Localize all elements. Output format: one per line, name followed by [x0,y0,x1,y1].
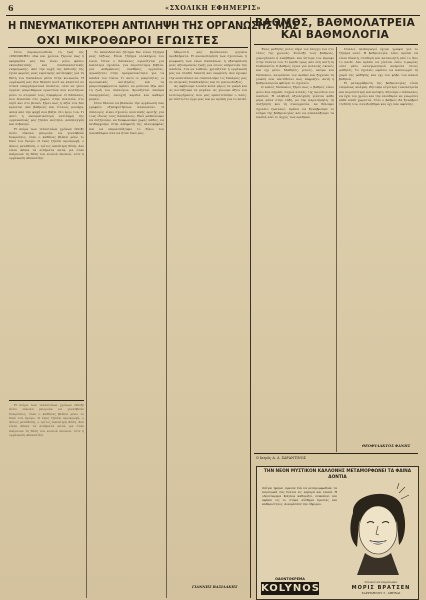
right-col2-para: Πολλοί παιδαγωγοί έχουν γράψει για το ζήτημα αυτό. Η βαθμολογία, λένε, πρέπει να είναι δίκαιη, σταθερή και κατανοητή από το ίδιο το παιδί. Δεν πρέπει να γίνεται όπλο τιμωρίας ούτε μέσο ανταγωνισμού ανάμεσα στους μαθητές. Το σχολείο οφείλει να καλλιεργεί τη χαρά της μάθησης και όχι τον φόβο του κακού βαθμού. [339,47,418,81]
left-article-column-1 [9,50,84,400]
right-col2-para-2: Η μεταρρύθμιση της βαθμολογίας είναι επομένως ανάγκη. Ζητούμε λιγότερη τυπολατρεία και περισσότερη κατανόηση. Ζητούμε ο δάσκαλος να έχει τον χρόνο και την ελευθερία να γνωρίσει κάθε παιδί χωριστά. Τότε ο βαθμός θα ξαναβρεί τη θέση του, σαν βοήθημα και όχι σαν αφέντης. [339,81,418,107]
left-column-1-lower-block [9,403,84,598]
left-col1-para: Όσοι παρακολουθούν τη ζωή της «ΣΧΟΛΙΚΗΣ» εδώ και χρόνια, ξέρουν πως η εφημερίδα μας δεν είναι μόνο φύλλο εκπαιδευτικής και συνδικαλιστικής ενημέρωσης. Από την αρχή της έκδοσής της έγινε φορέας μιας ευρύτερης αντίληψης για τη θέση του δασκάλου μέσα στην κοινωνία. Η οργάνωσή μας δεν θέλησε ποτέ να κλειστεί σε στενά επαγγελματικά πλαίσια, ούτε να γίνει όργανο μικροθώρων εγωιστών που κοιτάζουν μόνο το ατομικό τους συμφέρον. Ο δάσκαλος που δουλεύει στο χωριό, στην πολιτεία, στο νησί και στο βουνό, ξέρει πως η αξία του δεν κρίνεται από βαθμούς και τίτλους μονάχα, αλλά από την ψυχή που βάζει στο έργο του. Γι αυτό η πνευματικότερη αντίληψη της οργανώσεώς μας ζητάει ενότητα, αλληλεγγύη και σεβασμό. [9,50,84,127]
left-article-column-3 [169,50,247,582]
left-col2-para: Το εκπαιδευτικό ζήτημα δεν είναι ζήτημα μιας τάξεως. Είναι ζήτημα ολόκληρου του λαού. Όταν ο δάσκαλος αγωνίζεται για καλύτερα σχολεία, για περισσότερα βιβλία, για ανθρώπινες συνθήκες εργασίας, αγωνίζεται στην πραγματικότητα για τα παιδιά του τόπου. Γι αυτό οι μικρότητες, οι προσωπικές αντιζηλίες και τα μικροσυμφέροντα πρέπει να μείνουν έξω από τη ζωή του συλλόγου. Χρειάζεται πνεύμα συνεργασίας, ανοιχτή καρδιά και καθαρό μυαλό. [89,50,164,101]
masthead: «ΣΧΟΛΙΚΗ ΕΦΗΜΕΡΙΣ» [165,4,261,12]
left-col3-para: Μπροστά μας βρίσκονται μεγάλα προβλήματα. Η ανοικοδόμηση των σχολείων, η μόρφωση των νέων δασκάλων, η εξασφάλιση μιας αξιοπρεπούς ζωής για όσους υπηρετούν την παιδεία. Για να λυθούν, χρειάζεται η οργάνωσή μας να σταθεί δυνατή και ενωμένη. Δεν έχουμε την πολυτέλεια να σπαταλούμε τις δυνάμεις μας σε ατομικές διεκδικήσεις και σε ματαιοδοξίες. [169,50,247,84]
right-article-column-1 [256,47,334,452]
ad-representative-label: Γενικοί αντιπρόσωποι [364,580,398,584]
left-article-signature: ΓΙΑΝΝΗΣ ΒΑΣΙΛΑΚΗΣ [192,585,238,589]
kolynos-advertisement [256,466,419,600]
right-bottom-rule [254,453,418,454]
right-title-line-1: ΒΑΘΜΟΣ, ΒΑΘΜΟΛΑΤΡΕΙΑ [255,17,415,29]
right-title-rule [254,44,418,45]
ad-headline: ΤΗΝ ΝΕΟΝ ΜΥΣΤΙΚΟΝ ΚΑΛΛΟΝΗΣ ΜΕΤΑΜΟΡΦΩΝΕΙ ΤΑ ΦΑΙΝΑ ΔΟΝΤΙΑ [263,469,412,480]
header-rule [6,15,420,16]
column-divider-2 [166,50,167,598]
right-article-signature: ΘΕΟΦΥΛΑΚΤΟΣ ΦΑΝΗΣ [362,444,411,448]
article-divider [250,17,251,598]
doctor-notice: Ο Ιατρός Α. Δ. ΣΑΡΑΝΤΙΝΟΣ [256,456,306,460]
left-article-subtitle: ΟΧΙ ΜΙΚΡΟΘΩΡΟΙ ΕΓΩΙΣΤΕΣ [36,34,220,47]
woman-smiling-illustration [339,483,415,575]
right-title-line-2: ΚΑΙ ΒΑΘΜΟΛΟΓΙΑ [280,29,390,41]
right-col1-para: Ένας μαθητής μόλις πήρε τον έλεγχο του στο τέλος της χρονιάς. Κοίταξε τους βαθμούς, χαμογέλασε ή λυπήθηκε, και ύστερα τον έκρυψε στην τσάντα του. Τι έμαθε όμως από όλη αυτή τη διαδικασία; Ο βαθμός έγινε για πολλούς σκοπός και όχι μέσο. Μαθητές, γονείς, ακόμα και δάσκαλοι, λατρεύουν τον αριθμό και ξεχνούν τη γνώση που υποτίθεται πως εκφράζει. Αυτή η βαθμολατρεία φθείρει το σχολείο. [256,47,334,85]
left-article-column-2 [89,50,164,598]
ad-body-text: Ολίγαι ημέραι αρκούν διά να μεταμορφωθούν τα κιτρινωπά σας δόντια εις λαμπρά και λευκά. Η οδοντόκρεμα Kolynos καθαρίζει, λευκαίνει και αφήνει εις το στόμα αίσθημα δροσιάς και καθαριότητος. Δοκιμάσατέ την σήμερον. [262,486,337,506]
left-title-rule [8,47,248,48]
right-col1-para-2: Ο καλός δάσκαλος ξέρει πως ο βαθμός είναι μόνο ένα σημάδι, συχνά ατελές, της προόδου του παιδιού. Η αληθινή αξιολόγηση γίνεται κάθε μέρα μέσα στην τάξη, με την παρατήρηση, τη συζήτηση και τη συνεργασία. Αν θέλουμε σχολείο ζωντανό, πρέπει να ξαναβρούμε το νόημα της βαθμολογίας και να απαλλάξουμε τα παιδιά από το άγχος των αριθμών. [256,85,334,119]
right-article-title [252,17,418,41]
page-number: 6 [8,3,14,13]
left-col1-lower-para: Η πείρα των τελευταίων χρόνων έδειξε πόσο εύκολα μπορούν να γεννηθούν διαιρέσεις, όταν ο καθένας βλέπει μόνο το δικό του δρόμο. Ο ένας ζητάει προαγωγή, ο άλλος μετάθεση, ο τρίτος καλύτερη θέση. Δεν είναι άδικα τα αιτήματα αυτά, μα όταν παίρνουν τη θέση του κοινού σκοπού, τότε η οργάνωση αδυνατίζει. [9,403,84,437]
left-col2-para-2: Όσοι θέλουν να βλέπουν την οργάνωση σαν γραφείο εξυπηρετήσεων πλανώνται. Ο σύλλογος είναι σχολείο πολιτικής αρετής για τους ίδιους τους δασκάλους. Εκεί μαθαίνουμε να συζητούμε, να διαφωνούμε χωρίς πάθος, να πειθαρχούμε στην απόφαση της πλειοψηφίας και να υπερασπίζουμε το δίκιο του συναδέλφου σαν να ήταν δικό μας. [89,101,164,135]
column-divider-3 [336,47,337,452]
left-article-title: Η ΠΝΕΥΜΑΤΙΚΟΤΕΡΗ ΑΝΤΙΛΗΨΗ ΤΗΣ ΟΡΓΑΝΩΣΗΣ ΜΑΣ [8,19,299,32]
ad-brand-subtitle: ΟΔΟΝΤΟΚΡΕΜΑ [275,577,305,581]
ad-address: ΣΑΡΡΙΔΗΝΟΥ 3 · ΑΘΗΝΑΙ [361,591,401,595]
right-article-column-2 [339,47,418,442]
ad-representative: ΜΟΡΙΣ ΒΡΑΤΣΕΝ [351,585,411,591]
left-col1-break-rule [9,400,84,401]
kolynos-logo: KOLYNOS [261,583,320,594]
column-divider-1 [86,50,87,598]
left-col1-para-2: Η πείρα των τελευταίων χρόνων έδειξε πόσο εύκολα μπορούν να γεννηθούν διαιρέσεις, όταν ο καθένας βλέπει μόνο το δικό του δρόμο. Ο ένας ζητάει προαγωγή, ο άλλος μετάθεση, ο τρίτος καλύτερη θέση. Δεν είναι άδικα τα αιτήματα αυτά, μα όταν παίρνουν τη θέση του κοινού σκοπού, τότε η οργάνωση αδυνατίζει. [9,126,84,161]
left-col3-para-2: Ας αφήσουμε λοιπόν κατά μέρος τα μικρά και ας κοιτάξουμε τα μεγάλα. Ας γίνουμε άξιοι του λειτουργήματος που μας εμπιστεύτηκε ο λαός, με πίστη στο έργο μας και με αγάπη για το παιδί. [169,84,247,101]
page-header [8,3,418,15]
